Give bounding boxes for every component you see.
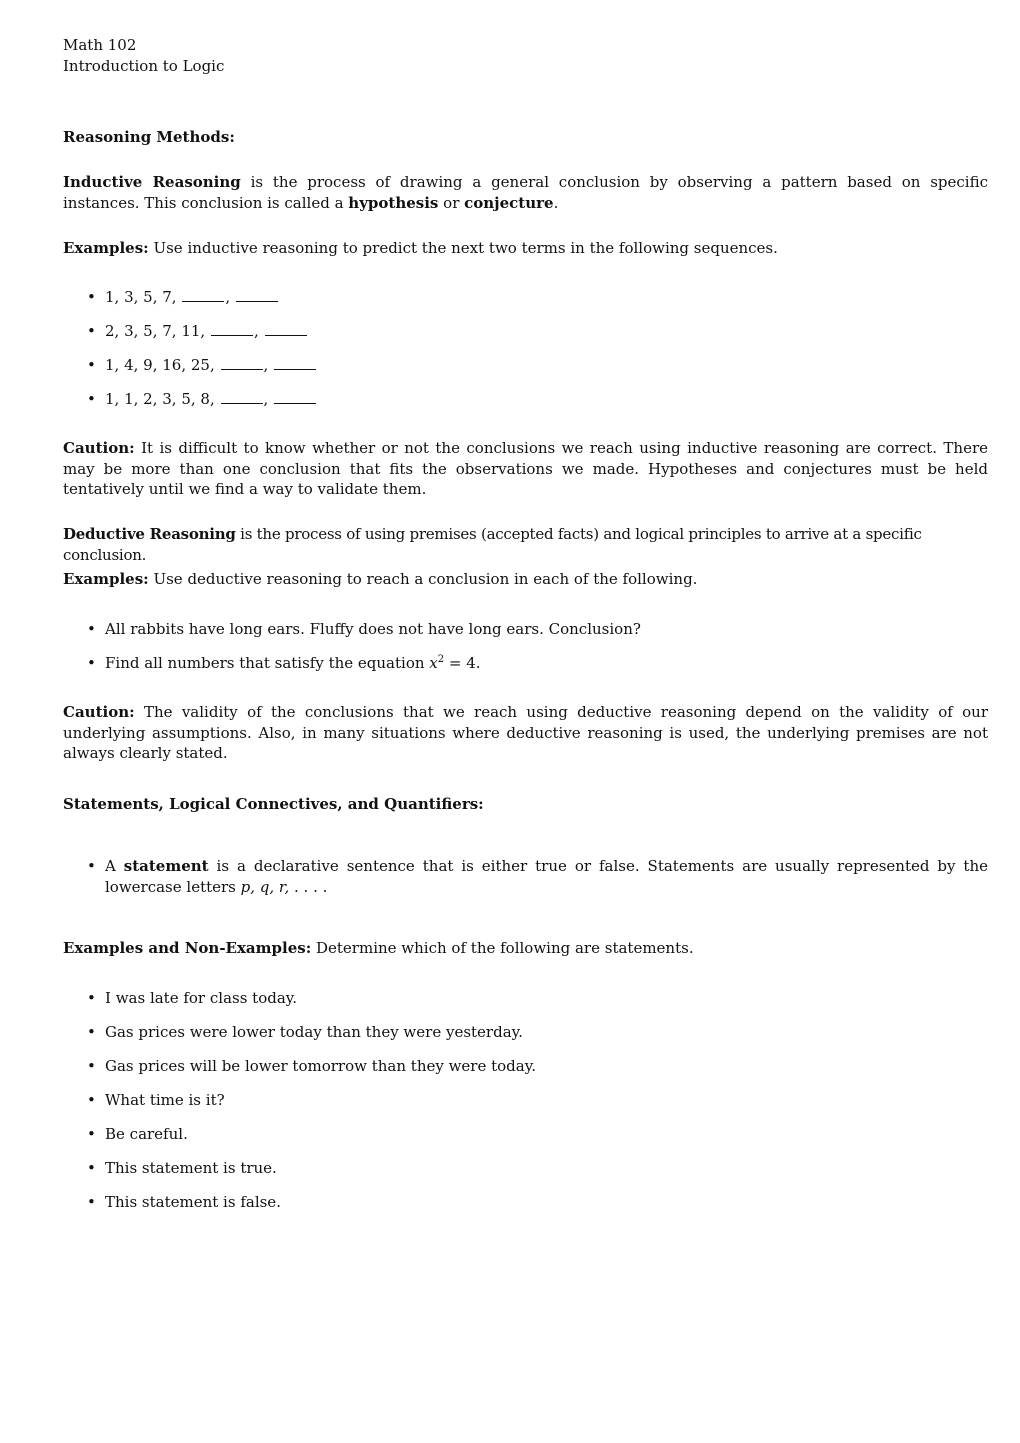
item-text: This statement is false.	[105, 1193, 281, 1211]
course-header	[63, 35, 988, 76]
examples-label: Examples:	[63, 570, 149, 588]
item-text: I was late for class today.	[105, 989, 298, 1007]
bullet-icon: •	[87, 989, 96, 1007]
item-text: What time is it?	[105, 1091, 225, 1109]
bullet-icon: •	[87, 1125, 96, 1143]
examples-label: Examples and Non-Examples:	[63, 939, 312, 957]
list-item	[87, 1022, 988, 1043]
examples-text: Use inductive reasoning to predict the next two terms in the following sequences.	[148, 239, 778, 257]
examples-text: Determine which of the following are statements.	[311, 939, 694, 957]
answer-blank[interactable]	[221, 390, 263, 404]
item-text: Be careful.	[105, 1125, 188, 1143]
answer-blank[interactable]	[274, 390, 316, 404]
list-item	[87, 1056, 988, 1077]
list-item	[87, 988, 988, 1009]
sequence-text: 1, 4, 9, 16, 25,	[105, 356, 215, 374]
math-letters: p, q, r,	[240, 877, 290, 896]
caution-inductive	[63, 438, 988, 500]
list-item	[87, 389, 988, 410]
list-item	[87, 355, 988, 376]
list-item	[87, 287, 988, 308]
bullet-icon: •	[87, 1091, 96, 1109]
section-heading-statements: Statements, Logical Connectives, and Quantifiers:	[63, 795, 484, 813]
bullet-icon: •	[87, 322, 96, 340]
hypothesis-term: hypothesis	[348, 193, 439, 212]
math-exponent: 2	[437, 654, 445, 665]
caution-text: It is difficult to know whether or not the conclusions we reach using inductive reasoning are correct. There may be more than one conclusion that fits the observations we made. Hypotheses and conjectures must be held tentatively until we find a way to validate them.	[63, 439, 988, 498]
examples-statements	[63, 938, 988, 959]
comma: ,	[263, 390, 269, 408]
answer-blank[interactable]	[211, 322, 253, 336]
item-text: This statement is true.	[105, 1159, 277, 1177]
bullet-icon: •	[87, 1057, 96, 1075]
item-text: Find all numbers that satisfy the equation	[105, 654, 430, 672]
conjecture-term: conjecture	[464, 193, 554, 212]
bullet-icon: •	[87, 1193, 96, 1211]
comma: ,	[225, 288, 231, 306]
caution-label: Caution:	[63, 439, 135, 457]
list-item	[87, 1158, 988, 1179]
bullet-icon: •	[87, 356, 96, 374]
answer-blank[interactable]	[236, 288, 278, 302]
comma: ,	[263, 356, 269, 374]
period: .	[553, 193, 559, 212]
course-subtitle: Introduction to Logic	[63, 56, 225, 75]
caution-label: Caution:	[63, 703, 135, 721]
examples-text: Use deductive reasoning to reach a conclusion in each of the following.	[148, 570, 698, 588]
bullet-icon: •	[87, 654, 96, 672]
item-text: Gas prices will be lower tomorrow than they were today.	[105, 1057, 536, 1075]
comma: ,	[253, 322, 259, 340]
bullet-icon: •	[87, 288, 96, 306]
bullet-icon: •	[87, 857, 96, 875]
caution-deductive	[63, 702, 988, 764]
item-text: A	[105, 857, 124, 875]
inductive-term: Inductive Reasoning	[63, 173, 241, 191]
answer-blank[interactable]	[221, 356, 263, 370]
list-item	[87, 1124, 988, 1145]
deductive-term: Deductive Reasoning	[63, 525, 236, 543]
list-item	[87, 619, 988, 640]
bullet-icon: •	[87, 390, 96, 408]
section-heading-reasoning: Reasoning Methods:	[63, 128, 235, 146]
inductive-definition	[63, 172, 988, 213]
list-item	[87, 1090, 988, 1111]
answer-blank[interactable]	[274, 356, 316, 370]
or-text: or	[438, 193, 465, 212]
examples-deductive	[63, 569, 988, 590]
inductive-text: is the process of drawing a general conclusion by observing a pattern based on specific instances. This conclusion is called a	[63, 173, 989, 212]
caution-text: The validity of the conclusions that we reach using deductive reasoning depend on the validity of our underlying assumptions. Also, in many situations where deductive reasoning is used, the underlying premises are not always clearly stated.	[63, 703, 988, 762]
math-variable: x	[429, 654, 438, 672]
list-item	[87, 321, 988, 342]
examples-label: Examples:	[63, 239, 149, 257]
item-text: All rabbits have long ears. Fluffy does not have long ears. Conclusion?	[105, 620, 641, 638]
bullet-icon: •	[87, 620, 96, 638]
bullet-icon: •	[87, 1159, 96, 1177]
item-text: = 4.	[444, 654, 481, 672]
bullet-icon: •	[87, 1023, 96, 1041]
sequence-text: 1, 3, 5, 7,	[105, 288, 177, 306]
deductive-definition	[63, 524, 988, 565]
list-item	[87, 653, 988, 674]
examples-inductive	[63, 238, 988, 259]
course-title: Math 102	[63, 36, 137, 54]
sequence-text: 2, 3, 5, 7, 11,	[105, 322, 206, 340]
item-text: is a declarative sentence that is either true or false. Statements are usually represented by the lowercase letters	[105, 857, 988, 896]
list-item	[87, 1192, 988, 1213]
deductive-text: is the process of using premises (accepted facts) and logical principles to arrive at a specific conclusion.	[63, 525, 922, 564]
ellipsis: . . . .	[289, 877, 328, 896]
list-item	[87, 856, 988, 897]
statement-term: statement	[123, 857, 209, 875]
answer-blank[interactable]	[265, 322, 307, 336]
item-text: Gas prices were lower today than they were yesterday.	[105, 1023, 523, 1041]
answer-blank[interactable]	[182, 288, 224, 302]
sequence-text: 1, 1, 2, 3, 5, 8,	[105, 390, 215, 408]
